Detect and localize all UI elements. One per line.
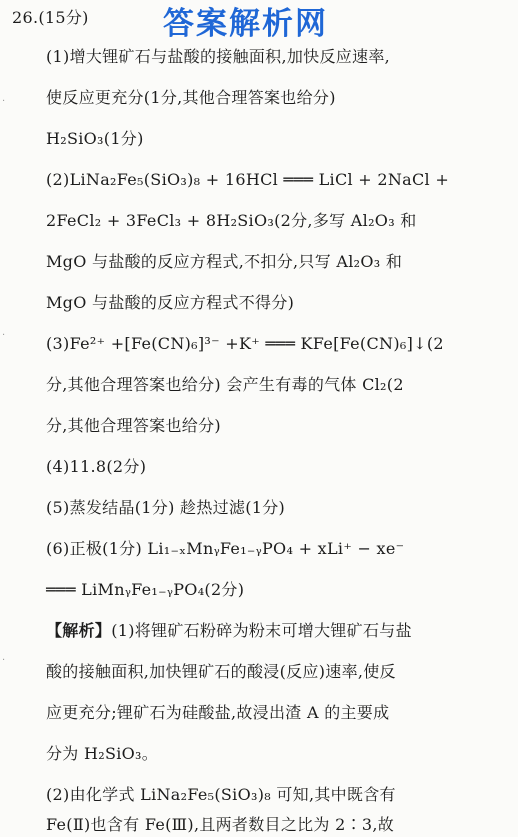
analysis-tag: 【解析】 [46, 621, 112, 640]
analysis-line: 应更充分;锂矿石为硅酸盐,故浸出渣 A 的主要成 [46, 703, 390, 722]
analysis-line: (2)由化学式 LiNa₂Fe₅(SiO₃)₈ 可知,其中既含有 [46, 785, 396, 804]
answer-line: 2FeCl₂ + 3FeCl₃ + 8H₂SiO₃(2分,多写 Al₂O₃ 和 [46, 211, 417, 230]
answer-line: MgO 与盐酸的反应方程式,不扣分,只写 Al₂O₃ 和 [46, 252, 403, 271]
answer-line: (3)Fe²⁺ +[Fe(CN)₆]³⁻ +K⁺ ═══ KFe[Fe(CN)₆]↓(2 [46, 334, 444, 353]
watermark-text: 答案解析网 [163, 6, 328, 42]
margin-tick: · [2, 655, 6, 666]
analysis-line: 酸的接触面积,加快锂矿石的酸浸(反应)速率,使反 [46, 662, 396, 681]
answer-line: (2)LiNa₂Fe₅(SiO₃)₈ + 16HCl ═══ LiCl + 2NaCl + [46, 170, 450, 189]
analysis-line: Fe(Ⅱ)也含有 Fe(Ⅲ),且两者数目之比为 2∶3,故 [46, 815, 395, 834]
answer-line: (1)增大锂矿石与盐酸的接触面积,加快反应速率, [46, 47, 391, 66]
answer-line: (6)正极(1分) Li₁₋ₓMnᵧFe₁₋ᵧPO₄ + xLi⁺ − xe⁻ [46, 539, 405, 558]
answer-line: 使反应更充分(1分,其他合理答案也给分) [46, 88, 336, 107]
analysis-line: 分为 H₂SiO₃。 [46, 744, 159, 763]
answer-line: H₂SiO₃(1分) [46, 129, 144, 148]
analysis-first-line [46, 621, 412, 641]
answer-line: 分,其他合理答案也给分) 会产生有毒的气体 Cl₂(2 [46, 375, 404, 394]
answer-line: (5)蒸发结晶(1分) 趁热过滤(1分) [46, 498, 286, 517]
analysis-line: (1)将锂矿石粉碎为粉末可增大锂矿石与盐 [111, 621, 412, 640]
answer-line: MgO 与盐酸的反应方程式不得分) [46, 293, 295, 312]
answer-line: 分,其他合理答案也给分) [46, 416, 221, 435]
margin-tick: · [2, 330, 6, 341]
answer-line: (4)11.8(2分) [46, 457, 147, 476]
answer-line: ═══ LiMnᵧFe₁₋ᵧPO₄(2分) [46, 580, 245, 599]
margin-tick: · [2, 96, 6, 107]
question-header: 26.(15分) [12, 8, 89, 27]
